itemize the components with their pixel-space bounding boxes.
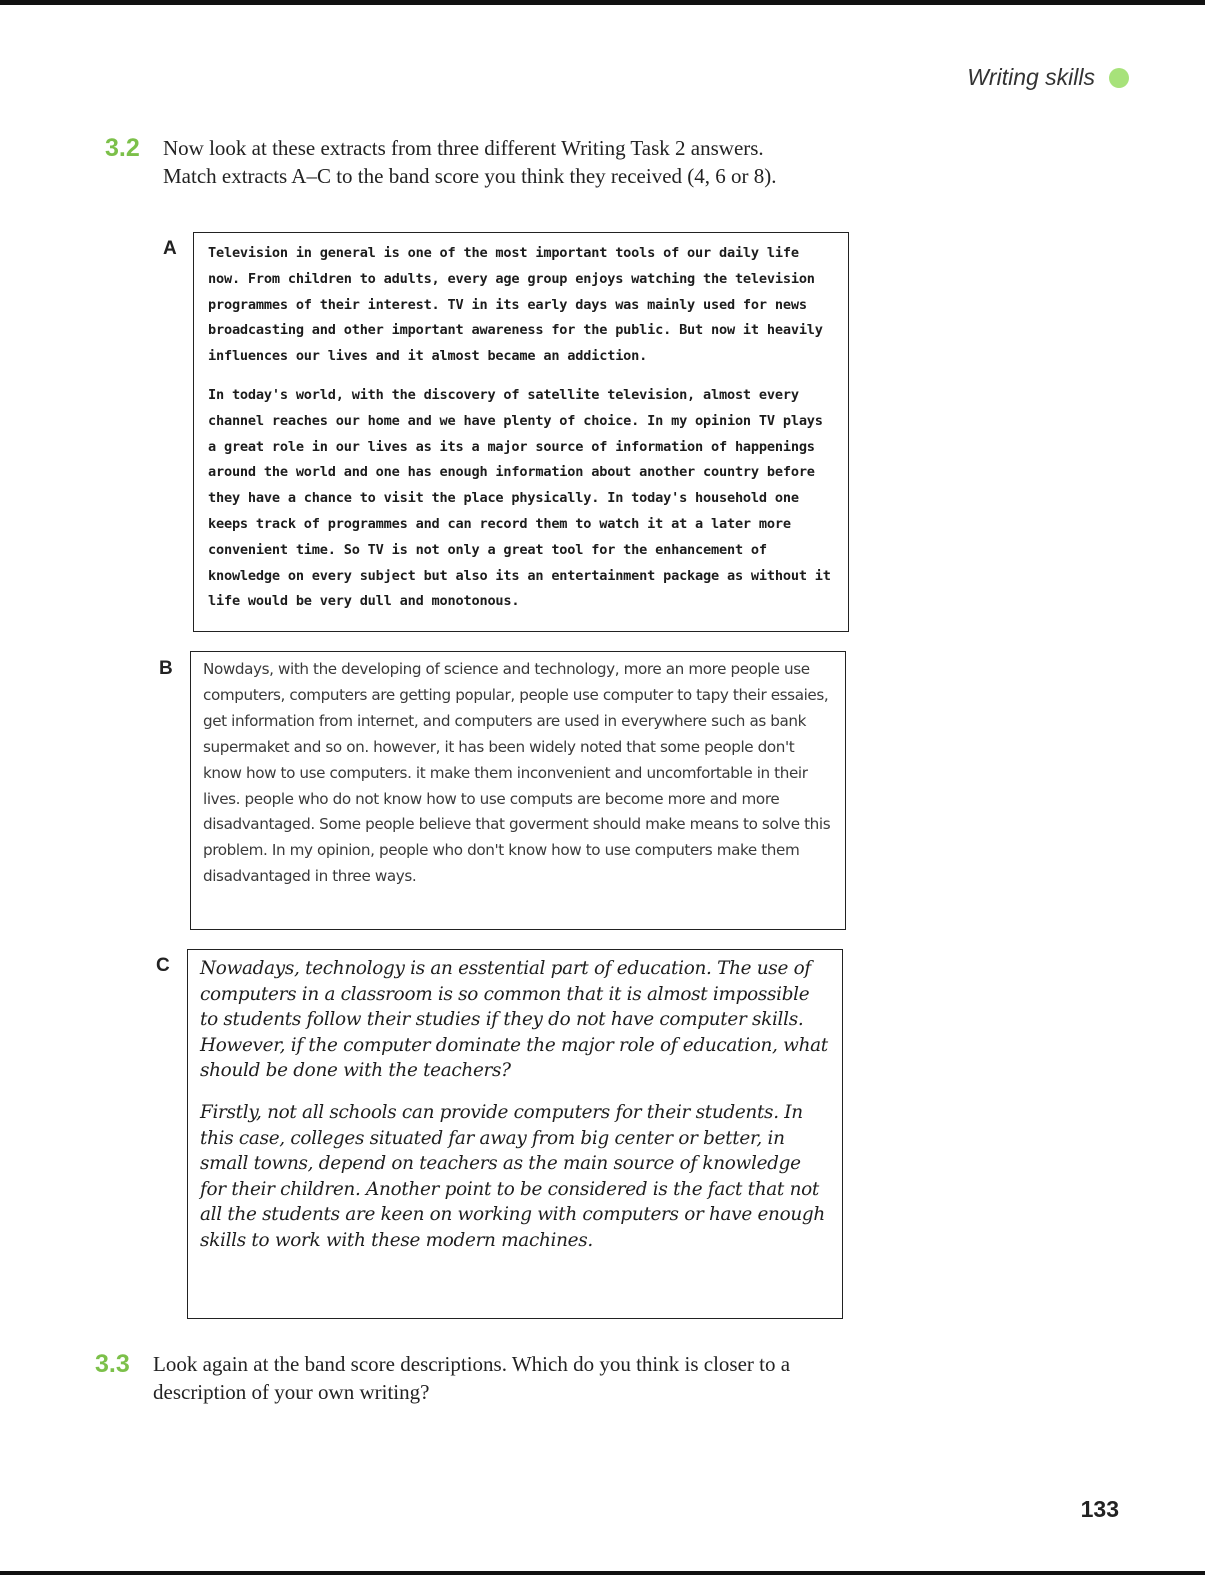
extract-b-paragraph-1: Nowdays, with the developing of science and technology, more an more people use computers, computers are getting popular, people use computer to tapy their essaies, get information from internet, and computers are used in everywhere such as bank supermaket and so on. however, it has been widely noted that some people don't know how to use computers. it make them inconvenient and uncomfortable in their lives. people who do not know how to use computs are become more and more disadvantaged. Some people believe that goverment should make means to solve this problem. In my opinion, people who don't know how to use computers make them disadvantaged in three ways.: [203, 660, 831, 886]
extract-c-paragraph-2: Firstly, not all schools can provide computers for their students. In this case, colleges situated far away from big center or better, in small towns, depend on teachers as the main source of knowledge for their children. Another point to be considered is the fact that not all the students are keen on working with computers or have enough skills to work with these modern machines.: [200, 1101, 825, 1251]
extract-c-paragraph-1: Nowadays, technology is an esstential part of education. The use of computers in a classroom is so common that it is almost impossible to students follow their studies if they do not have computer skills. However, if the computer dominate the major role of education, what should be done with the teachers?: [200, 958, 828, 1082]
task-number: 3.3: [95, 1350, 130, 1378]
task-3-3: [95, 1350, 825, 1406]
extract-c-label: C: [156, 955, 170, 976]
extract-a-box: [193, 232, 849, 632]
page-number: 133: [1080, 1496, 1119, 1522]
task-number: 3.2: [105, 134, 140, 162]
section-dot-icon: [1109, 68, 1129, 88]
task-instruction: Look again at the band score descriptions. Which do you think is closer to a description of your own writing?: [153, 1352, 791, 1404]
extract-b-box: [190, 651, 846, 930]
section-title: Writing skills: [967, 64, 1095, 90]
top-border-rule: [0, 0, 1205, 5]
extract-a-paragraph-2: In today's world, with the discovery of satellite television, almost every channel reaches our home and we have plenty of choice. In my opinion TV plays a great role in our lives as its a major source of information of happenings around the world and one has enough information about another country before they have a chance to visit the place physically. In today's household one keeps track of programmes and can record them to watch it at a later more convenient time. So TV is not only a great tool for the enhancement of knowledge on every subject but also its an entertainment package as without it life would be very dull and monotonous.: [208, 386, 831, 610]
task-3-2: [105, 134, 795, 190]
extract-a-label: A: [163, 238, 177, 259]
extract-a-paragraph-1: Television in general is one of the most important tools of our daily life now. From children to adults, every age group enjoys watching the television programmes of their interest. TV in its early days was mainly used for news broadcasting and other important awareness for the public. But now it heavily influences our lives and it almost became an addiction.: [208, 245, 823, 365]
bottom-border-rule: [0, 1571, 1205, 1575]
extract-c-box: [187, 949, 843, 1319]
extract-b-label: B: [159, 658, 173, 679]
running-head: [967, 64, 1129, 91]
task-instruction: Now look at these extracts from three different Writing Task 2 answers. Match extracts A–C to the band score you think they received (4, 6 or 8).: [163, 136, 777, 188]
